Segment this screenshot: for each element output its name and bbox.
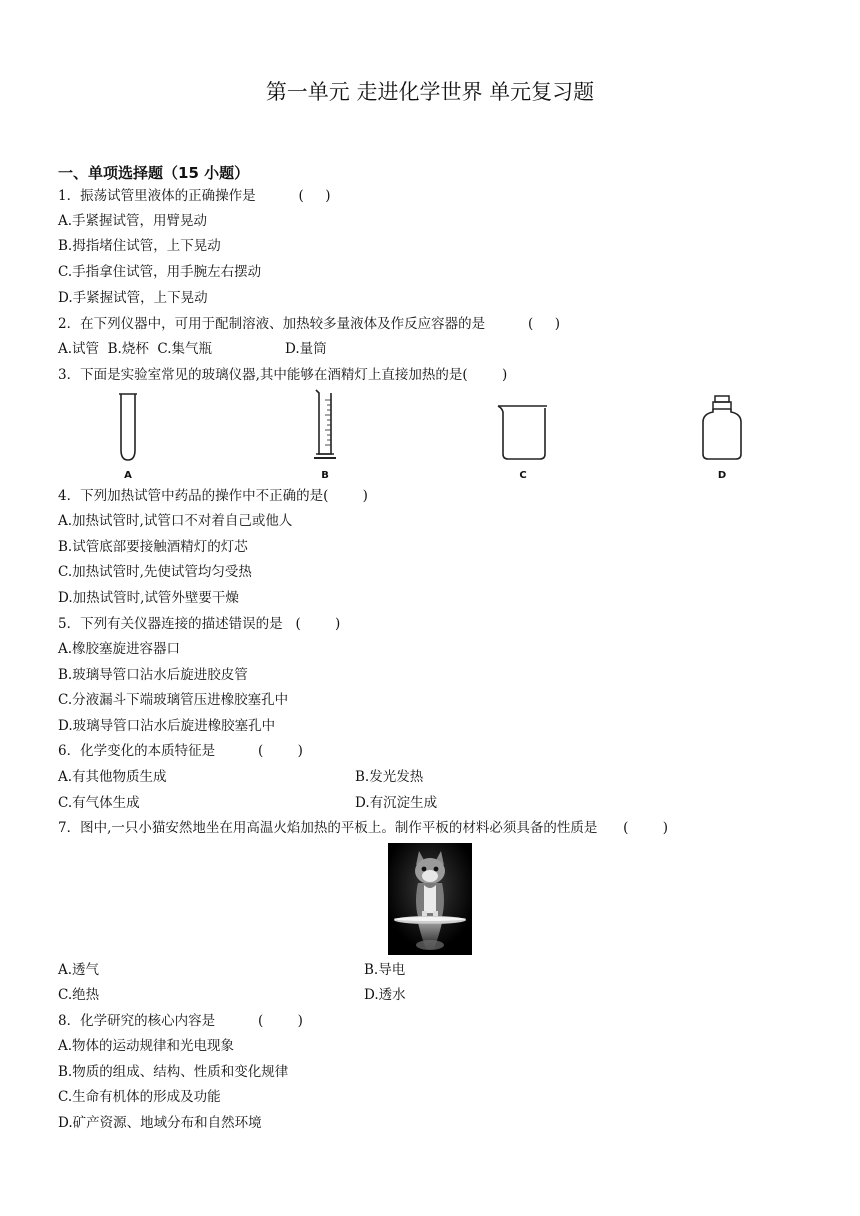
- reagent-bottle-figure: [698, 394, 746, 462]
- section-heading: 一、单项选择题（15 小题）: [58, 164, 250, 182]
- test-tube-figure: [116, 392, 140, 464]
- question-1-option-d: D.手紧握试管，上下晃动: [58, 290, 208, 306]
- question-7-option-d: D.透水: [364, 987, 406, 1003]
- question-8-stem: 8．化学研究的核心内容是 ( ): [58, 1013, 303, 1029]
- question-6-option-b: B.发光发热: [355, 769, 424, 785]
- question-5-stem: 5．下列有关仪器连接的描述错误的是 ( ): [58, 616, 341, 632]
- beaker-figure: [496, 402, 552, 462]
- question-2-stem: 2．在下列仪器中，可用于配制溶液、加热较多量液体及作反应容器的是 ( ): [58, 316, 560, 332]
- question-1-option-b: B.拇指堵住试管，上下晃动: [58, 238, 221, 254]
- question-4-option-a: A.加热试管时,试管口不对着自己或他人: [58, 513, 293, 529]
- figure-label-c: C: [519, 470, 527, 481]
- question-1-option-a: A.手紧握试管，用臂晃动: [58, 213, 208, 229]
- question-7-option-c: C.绝热: [58, 987, 100, 1003]
- question-4-option-d: D.加热试管时,试管外壁要干燥: [58, 590, 239, 606]
- figure-label-b: B: [321, 470, 329, 481]
- question-6-option-d: D.有沉淀生成: [355, 795, 438, 811]
- question-6-stem: 6．化学变化的本质特征是 ( ): [58, 743, 303, 759]
- graduated-cylinder-figure: [310, 388, 340, 464]
- question-4-stem: 4．下列加热试管中药品的操作中不正确的是( ): [58, 488, 368, 504]
- question-6-option-c: C.有气体生成: [58, 795, 140, 811]
- question-1-option-c: C.手指拿住试管，用手腕左右摆动: [58, 264, 262, 280]
- question-8-option-c: C.生命有机体的形成及功能: [58, 1089, 221, 1105]
- question-5-option-b: B.玻璃导管口沾水后旋进胶皮管: [58, 667, 248, 683]
- question-7-option-b: B.导电: [364, 962, 406, 978]
- page-title: 第一单元 走进化学世界 单元复习题: [265, 80, 595, 104]
- question-4-option-c: C.加热试管时,先使试管均匀受热: [58, 564, 252, 580]
- cat-illustration: [388, 843, 472, 955]
- figure-label-d: D: [717, 470, 727, 481]
- question-5-option-a: A.橡胶塞旋进容器口: [58, 641, 181, 657]
- question-7-option-a: A.透气: [58, 962, 100, 978]
- question-4-option-b: B.试管底部要接触酒精灯的灯芯: [58, 539, 248, 555]
- question-8-option-a: A.物体的运动规律和光电现象: [58, 1038, 235, 1054]
- question-3-stem: 3．下面是实验室常见的玻璃仪器,其中能够在酒精灯上直接加热的是( ): [58, 367, 508, 383]
- question-6-option-a: A.有其他物质生成: [58, 769, 167, 785]
- cat-on-plate-photo: [388, 843, 472, 955]
- question-8-option-b: B.物质的组成、结构、性质和变化规律: [58, 1064, 289, 1080]
- question-5-option-d: D.玻璃导管口沾水后旋进橡胶塞孔中: [58, 718, 276, 734]
- question-5-option-c: C.分液漏斗下端玻璃管压进橡胶塞孔中: [58, 692, 289, 708]
- question-2-options: A.试管 B.烧杯 C.集气瓶 D.量筒: [58, 341, 327, 357]
- question-7-stem: 7．图中,一只小猫安然地坐在用高温火焰加热的平板上。制作平板的材料必须具备的性质是 ( ): [58, 820, 668, 836]
- question-8-option-d: D.矿产资源、地域分布和自然环境: [58, 1115, 262, 1131]
- question-1-stem: 1．振荡试管里液体的正确操作是 ( ): [58, 188, 331, 204]
- figure-label-a: A: [124, 470, 132, 481]
